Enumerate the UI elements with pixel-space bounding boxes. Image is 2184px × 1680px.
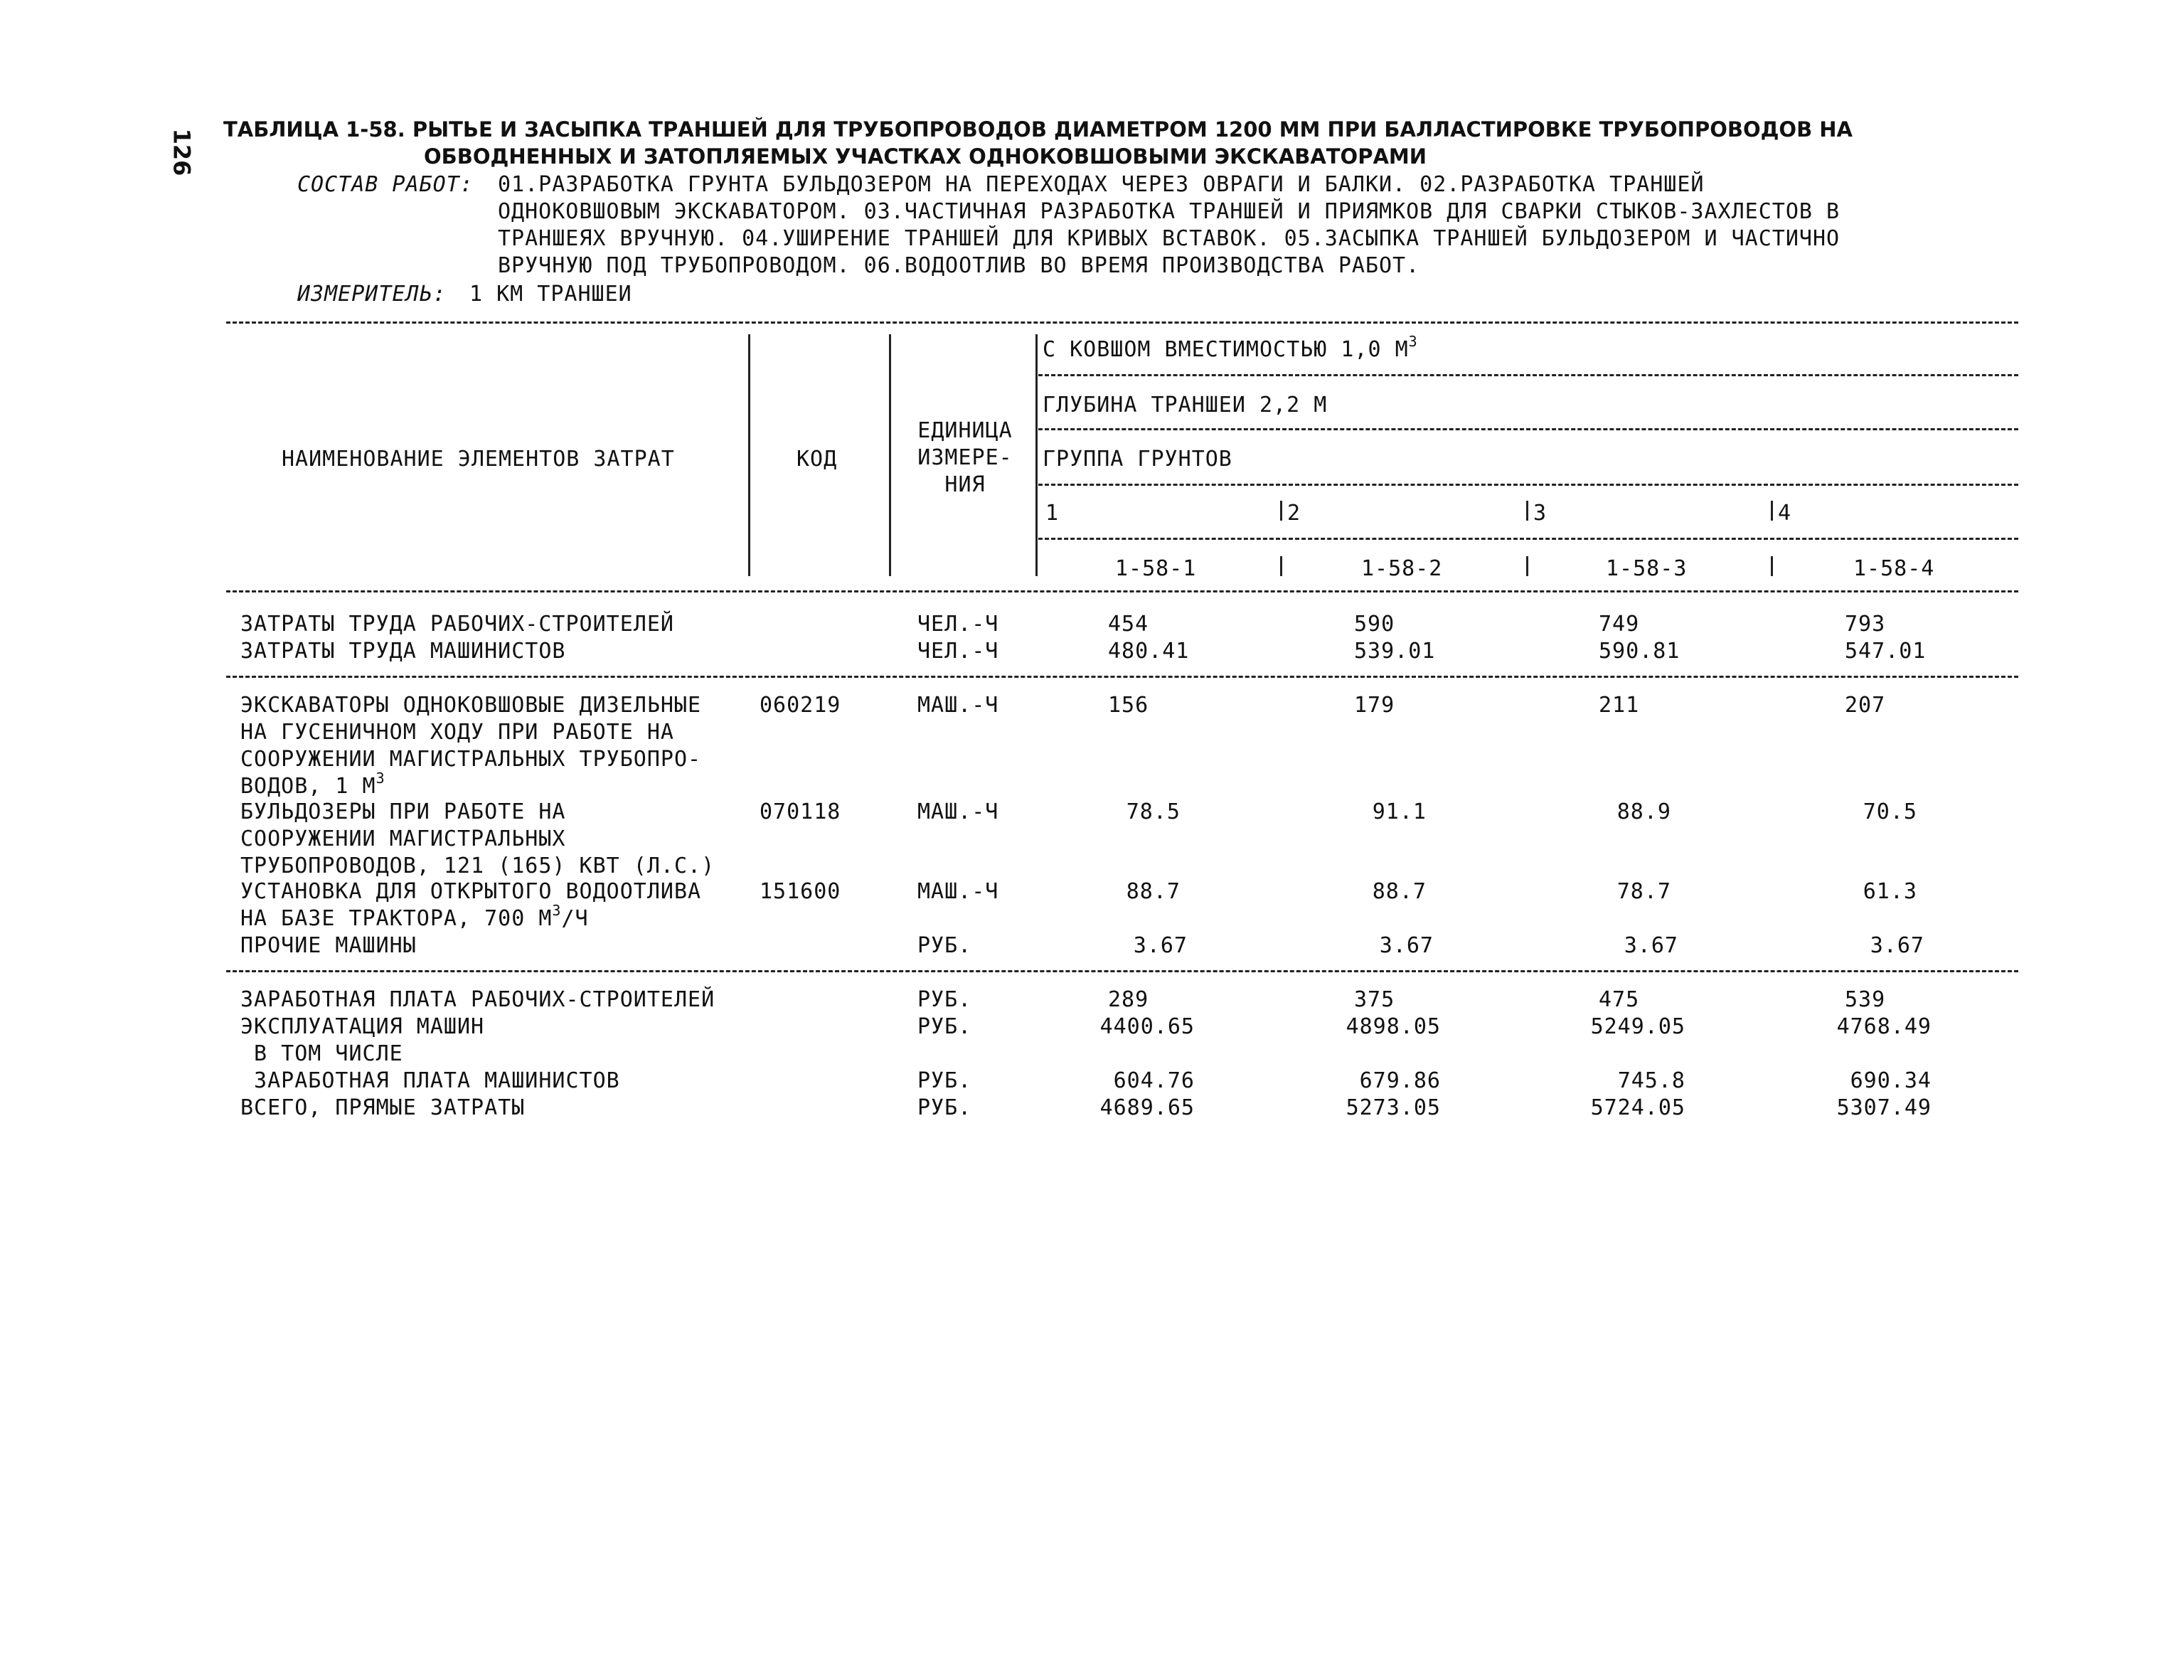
labour-workers-value-1: 454	[1108, 612, 1149, 637]
work-line-2: ОДНОКОВШОВЫМ ЭКСКАВАТОРОМ. 03.ЧАСТИЧНАЯ РАЗРАБОТКА ТРАНШЕЙ И ПРИЯМКОВ ДЛЯ СВАРКИ СТЫКОВ-ЗАХЛЕСТОВ В	[498, 199, 1841, 224]
meter-value: 1 КМ ТРАНШЕИ	[469, 282, 632, 307]
page-number: 126	[168, 128, 196, 176]
norm-code-3: 1-58-3	[1606, 556, 1688, 581]
soil-group-2: 2	[1287, 501, 1301, 526]
header-code-column: КОД	[797, 447, 838, 472]
table-title-line1: ТАБЛИЦА 1-58. РЫТЬЕ И ЗАСЫПКА ТРАНШЕЙ ДЛЯ ТРУБОПРОВОДОВ ДИАМЕТРОМ 1200 ММ ПРИ БАЛЛАСТИРОВКЕ ТРУБОПРОВОДОВ НА	[223, 117, 1853, 142]
machine-operation-value-3: 5249.05	[1590, 1014, 1685, 1039]
labour-operators-value-4: 547.01	[1845, 639, 1927, 664]
drainage-line-2: НА БАЗЕ ТРАКТОРА, 700 $М^3/Ч$	[240, 902, 589, 931]
header-unit-line3: НИЯ	[944, 472, 986, 497]
machine-operation-name: ЭКСПЛУАТАЦИЯ МАШИН	[240, 1014, 485, 1039]
bulldozers-value-1: 78.5	[1126, 799, 1181, 824]
header-bucket: С КОВШОМ ВМЕСТИМОСТЬЮ 1,0 $М^3$	[1043, 333, 1418, 362]
excavators-value-1: 156	[1108, 693, 1149, 718]
wages-workers-value-4: 539	[1845, 987, 1886, 1012]
header-name-column: НАИМЕНОВАНИЕ ЭЛЕМЕНТОВ ЗАТРАТ	[282, 447, 675, 472]
labour-workers-value-2: 590	[1354, 612, 1395, 637]
drainage-value-4: 61.3	[1863, 879, 1917, 904]
code-separator-2	[1280, 556, 1282, 576]
soil-group-4: 4	[1778, 501, 1792, 526]
labour-workers-name: ЗАТРАТЫ ТРУДА РАБОЧИХ-СТРОИТЕЛЕЙ	[240, 612, 674, 637]
drainage-value-1: 88.7	[1126, 879, 1181, 904]
header-unit-line2: ИЗМЕРЕ-	[917, 445, 1013, 470]
machine-operation-value-2: 4898.05	[1346, 1014, 1441, 1039]
wages-workers-value-2: 375	[1354, 987, 1395, 1012]
excavators-line-1: ЭКСКАВАТОРЫ ОДНОКОВШОВЫЕ ДИЗЕЛЬНЫЕ	[240, 693, 702, 718]
drainage-line-1: УСТАНОВКА ДЛЯ ОТКРЫТОГО ВОДООТЛИВА	[240, 879, 702, 904]
drainage-value-3: 78.7	[1616, 879, 1671, 904]
wages-operators-unit: РУБ.	[917, 1068, 972, 1093]
meter-label: ИЗМЕРИТЕЛЬ:	[297, 282, 447, 307]
excavators-line-3: СООРУЖЕНИИ МАГИСТРАЛЬНЫХ ТРУБОПРО-	[240, 747, 702, 772]
including-label: В ТОМ ЧИСЛЕ	[240, 1041, 403, 1066]
drainage-value-2: 88.7	[1372, 879, 1427, 904]
total-direct-costs-name: ВСЕГО, ПРЯМЫЕ ЗАТРАТЫ	[240, 1095, 526, 1120]
excavators-value-3: 211	[1599, 693, 1640, 718]
bulldozers-value-3: 88.9	[1616, 799, 1671, 824]
labour-workers-value-3: 749	[1599, 612, 1640, 637]
other-machines-value-4: 3.67	[1870, 933, 1924, 958]
wages-operators-value-4: 690.34	[1850, 1068, 1932, 1093]
section1-rule	[226, 676, 2018, 678]
labour-operators-name: ЗАТРАТЫ ТРУДА МАШИНИСТОВ	[240, 639, 566, 664]
col-separator-code	[889, 334, 891, 576]
norm-code-2: 1-58-2	[1361, 556, 1443, 581]
col-separator-unit	[1035, 334, 1038, 576]
total-direct-costs-value-1: 4689.65	[1099, 1095, 1195, 1120]
section2-rule	[226, 970, 2018, 972]
header-soil-group: ГРУППА ГРУНТОВ	[1043, 447, 1232, 472]
header-rule-3	[1038, 484, 2018, 486]
header-rule-4	[1038, 538, 2018, 540]
labour-operators-value-2: 539.01	[1354, 639, 1436, 664]
other-machines-unit: РУБ.	[917, 933, 972, 958]
wages-operators-value-2: 679.86	[1359, 1068, 1441, 1093]
wages-workers-name: ЗАРАБОТНАЯ ПЛАТА РАБОЧИХ-СТРОИТЕЛЕЙ	[240, 987, 715, 1012]
drainage-code: 151600	[760, 879, 841, 904]
bulldozers-value-2: 91.1	[1372, 799, 1427, 824]
soil-group-3: 3	[1533, 501, 1548, 526]
group-separator-3	[1526, 501, 1528, 521]
excavators-code: 060219	[760, 693, 841, 718]
wages-workers-value-1: 289	[1108, 987, 1149, 1012]
group-separator-4	[1771, 501, 1773, 521]
drainage-unit: МАШ.-Ч	[917, 879, 999, 904]
total-direct-costs-value-2: 5273.05	[1346, 1095, 1441, 1120]
wages-operators-value-1: 604.76	[1113, 1068, 1195, 1093]
labour-operators-value-1: 480.41	[1108, 639, 1190, 664]
header-depth: ГЛУБИНА ТРАНШЕИ 2,2 М	[1043, 393, 1328, 418]
other-machines-value-3: 3.67	[1624, 933, 1678, 958]
other-machines-name: ПРОЧИЕ МАШИНЫ	[240, 933, 417, 958]
bulldozers-code: 070118	[760, 799, 841, 824]
excavators-value-2: 179	[1354, 693, 1395, 718]
machine-operation-unit: РУБ.	[917, 1014, 972, 1039]
bulldozers-value-4: 70.5	[1863, 799, 1917, 824]
bulldozers-line-3: ТРУБОПРОВОДОВ, 121 (165) КВТ (Л.С.)	[240, 854, 715, 878]
machine-operation-value-1: 4400.65	[1099, 1014, 1195, 1039]
work-composition-label: СОСТАВ РАБОТ:	[297, 172, 474, 197]
col-separator-name	[748, 334, 750, 576]
table-title-line2: ОБВОДНЕННЫХ И ЗАТОПЛЯЕМЫХ УЧАСТКАХ ОДНОКОВШОВЫМИ ЭКСКАВАТОРАМИ	[424, 144, 1427, 169]
header-top-rule	[226, 321, 2018, 324]
norm-code-4: 1-58-4	[1853, 556, 1935, 581]
header-rule-2	[1038, 428, 2018, 430]
labour-operators-unit: ЧЕЛ.-Ч	[917, 639, 999, 664]
code-separator-4	[1771, 556, 1773, 576]
wages-workers-value-3: 475	[1599, 987, 1640, 1012]
bulldozers-unit: МАШ.-Ч	[917, 799, 999, 824]
other-machines-value-1: 3.67	[1133, 933, 1188, 958]
bulldozers-line-1: БУЛЬДОЗЕРЫ ПРИ РАБОТЕ НА	[240, 799, 566, 824]
labour-workers-unit: ЧЕЛ.-Ч	[917, 612, 999, 637]
work-line-4: ВРУЧНУЮ ПОД ТРУБОПРОВОДОМ. 06.ВОДООТЛИВ ВО ВРЕМЯ ПРОИЗВОДСТВА РАБОТ.	[498, 253, 1420, 278]
header-unit-line1: ЕДИНИЦА	[917, 418, 1013, 443]
bulldozers-line-2: СООРУЖЕНИИ МАГИСТРАЛЬНЫХ	[240, 826, 566, 851]
total-direct-costs-value-3: 5724.05	[1590, 1095, 1685, 1120]
excavators-unit: МАШ.-Ч	[917, 693, 999, 718]
header-bottom-rule	[226, 590, 2018, 592]
other-machines-value-2: 3.67	[1379, 933, 1434, 958]
wages-operators-name: ЗАРАБОТНАЯ ПЛАТА МАШИНИСТОВ	[240, 1068, 620, 1093]
excavators-line-4: ВОДОВ, 1 $М^3$	[240, 770, 385, 799]
soil-group-1: 1	[1045, 501, 1060, 526]
norm-code-1: 1-58-1	[1115, 556, 1197, 581]
wages-operators-value-3: 745.8	[1617, 1068, 1685, 1093]
work-line-3: ТРАНШЕЯХ ВРУЧНУЮ. 04.УШИРЕНИЕ ТРАНШЕЙ ДЛЯ КРИВЫХ ВСТАВОК. 05.ЗАСЫПКА ТРАНШЕЙ БУЛЬДОЗЕРОМ И ЧАСТИЧНО	[498, 226, 1841, 251]
total-direct-costs-unit: РУБ.	[917, 1095, 972, 1120]
work-line-1: 01.РАЗРАБОТКА ГРУНТА БУЛЬДОЗЕРОМ НА ПЕРЕХОДАХ ЧЕРЕЗ ОВРАГИ И БАЛКИ. 02.РАЗРАБОТКА ТРАНШЕЙ	[498, 172, 1705, 197]
header-rule-1	[1038, 374, 2018, 376]
labour-workers-value-4: 793	[1845, 612, 1886, 637]
code-separator-3	[1526, 556, 1528, 576]
group-separator-2	[1280, 501, 1282, 521]
excavators-line-2: НА ГУСЕНИЧНОМ ХОДУ ПРИ РАБОТЕ НА	[240, 720, 674, 745]
total-direct-costs-value-4: 5307.49	[1836, 1095, 1932, 1120]
machine-operation-value-4: 4768.49	[1836, 1014, 1932, 1039]
wages-workers-unit: РУБ.	[917, 987, 972, 1012]
labour-operators-value-3: 590.81	[1599, 639, 1680, 664]
excavators-value-4: 207	[1845, 693, 1886, 718]
